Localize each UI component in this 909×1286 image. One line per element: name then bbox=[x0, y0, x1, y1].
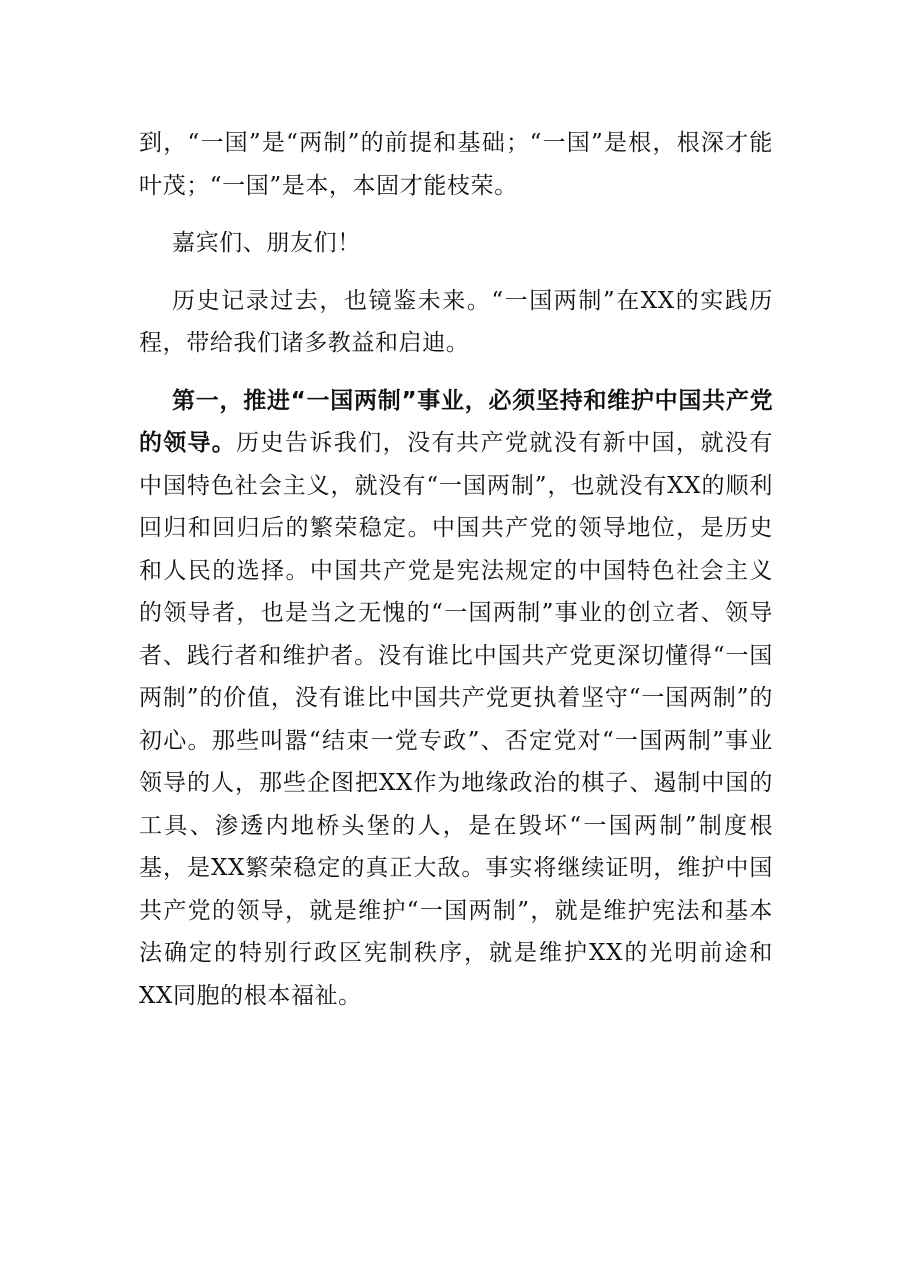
paragraph-history: 历史记录过去，也镜鉴未来。“一国两制”在XX的实践历程，带给我们诸多教益和启迪。 bbox=[139, 287, 773, 356]
first-point-heading: 第一，推进“一国两制”事业，必须坚持和维护中国共产党的领导。 bbox=[139, 387, 773, 456]
paragraph-greeting: 嘉宾们、朋友们！ bbox=[172, 230, 361, 256]
paragraph-continuation: 到，“一国”是“两制”的前提和基础；“一国”是根，根深才能叶茂；“一国”是本，本固才能枝荣。 bbox=[139, 130, 773, 199]
document-body bbox=[139, 122, 773, 1032]
first-point-body: 历史告诉我们，没有共产党就没有新中国，就没有中国特色社会主义，就没有“一国两制”，也就没有XX的顺利回归和回归后的繁荣稳定。中国共产党的领导地位，是历史和人民的选择。中国共产党是宪法规定的中国特色社会主义的领导者，也是当之无愧的“一国两制”事业的创立者、领导者、践行者和维护者。没有谁比中国共产党更深切懂得“一国两制”的价值，没有谁比中国共产党更执着坚守“一国两制”的初心。那些叫嚣“结束一党专政”、否定党对“一国两制”事业领导的人，那些企图把XX作为地缘政治的棋子、遏制中国的工具、渗透内地桥头堡的人，是在毁坏“一国两制”制度根基，是XX繁荣稳定的真正大敌。事实将继续证明，维护中国共产党的领导，就是维护“一国两制”，就是维护宪法和基本法确定的特别行政区宪制秩序，就是维护XX的光明前途和XX同胞的根本福祉。 bbox=[139, 430, 773, 1009]
paragraph-first-point bbox=[139, 380, 773, 1018]
